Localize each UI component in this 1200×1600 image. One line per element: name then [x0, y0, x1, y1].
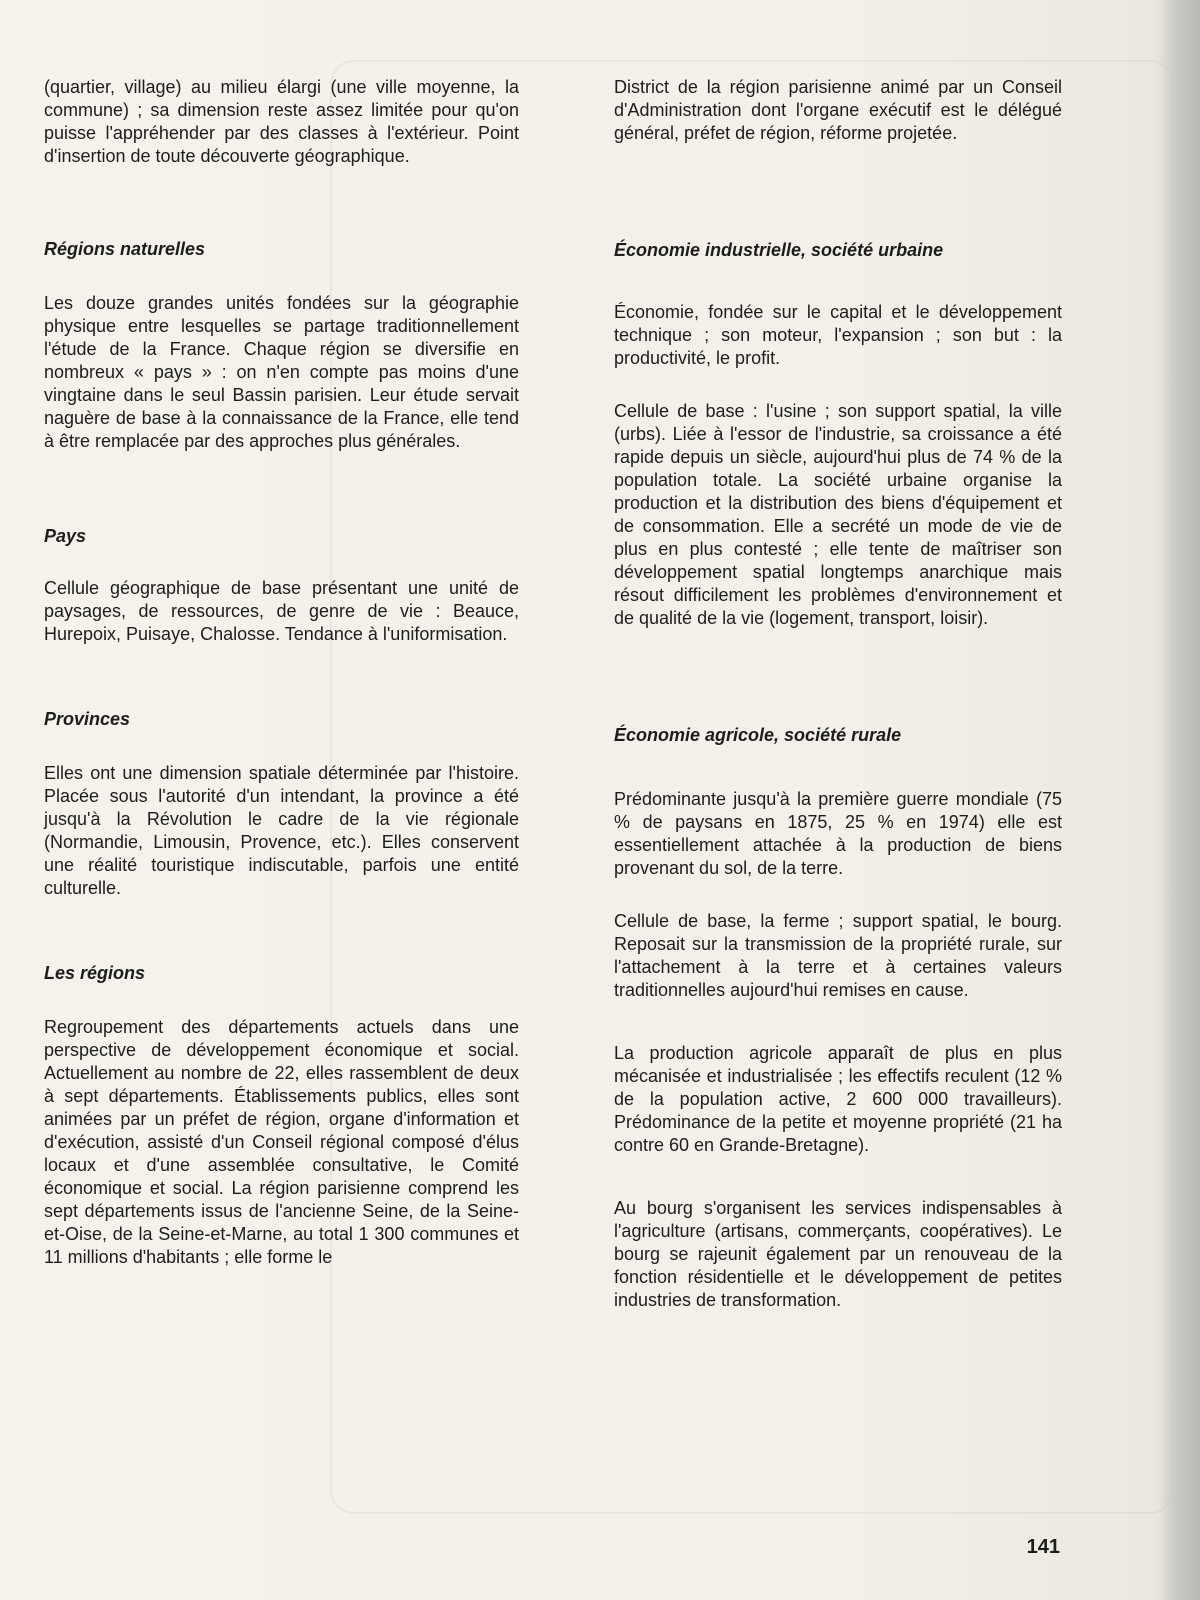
- heading-les-regions: Les régions: [44, 963, 146, 983]
- paragraph-agricole-2: Cellule de base, la ferme ; support spatial, le bourg. Reposait sur la transmission de la propriété rurale, sur l'attachement à la terre et à certaines valeurs traditionnelles aujourd'hui remises en cause.: [614, 911, 1062, 1000]
- paragraph-agricole-4: Au bourg s'organisent les services indispensables à l'agriculture (artisans, commerçants, coopératives). Le bourg se rajeunit également par un renouveau de la fonction résidentielle et le développement de petites industries de transformation.: [614, 1198, 1062, 1310]
- left-intro-paragraph: (quartier, village) au milieu élargi (une ville moyenne, la commune) ; sa dimension reste assez limitée pour qu'on puisse l'appréhender par des classes à l'extérieur. Point d'insertion de toute découverte géographique.: [44, 77, 519, 166]
- heading-regions-naturelles: Régions naturelles: [44, 239, 206, 259]
- right-intro-paragraph: District de la région parisienne animé par un Conseil d'Administration dont l'organe exécutif est le délégué général, préfet de région, réforme projetée.: [614, 77, 1062, 143]
- right-column: [614, 76, 1062, 1312]
- paragraph-provinces: Elles ont une dimension spatiale déterminée par l'histoire. Placée sous l'autorité d'un intendant, la province a été jusqu'à la Révolution le cadre de la vie régionale (Normandie, Limousin, Provence, etc.). Elles conservent une réalité touristique indiscutable, parfois une entité culturelle.: [44, 763, 519, 898]
- heading-pays: Pays: [44, 526, 87, 546]
- paragraph-industrielle-2: Cellule de base : l'usine ; son support spatial, la ville (urbs). Liée à l'essor de l'industrie, sa croissance a été rapide depuis un siècle, aujourd'hui plus de 74 % de la population totale. La société urbaine organise la production et la distribution des biens d'équipement et de consommation. Elle a secrété un mode de vie de plus en plus contesté ; elle tente de maîtriser son développement spatial longtemps anarchique mais résout difficilement les problèmes d'environnement et de qualité de la vie (logement, transport, loisir).: [614, 401, 1062, 628]
- left-column: [44, 76, 519, 1269]
- heading-provinces: Provinces: [44, 709, 131, 729]
- paragraph-agricole-3: La production agricole apparaît de plus en plus mécanisée et industrialisée ; les effectifs reculent (12 % de la population active, 2 600 000 travailleurs). Prédominance de la petite et moyenne propriété (21 ha contre 60 en Grande-Bretagne).: [614, 1043, 1062, 1155]
- paragraph-agricole-1: Prédominante jusqu'à la première guerre mondiale (75 % de paysans en 1875, 25 % en 1974) elle est essentiellement attachée à la production de biens provenant du sol, de la terre.: [614, 789, 1062, 878]
- heading-economie-industrielle: Économie industrielle, société urbaine: [614, 240, 944, 260]
- binding-edge: [1158, 0, 1200, 1600]
- page-number: 141: [1026, 1536, 1060, 1558]
- heading-economie-agricole: Économie agricole, société rurale: [614, 725, 902, 745]
- paragraph-les-regions: Regroupement des départements actuels dans une perspective de développement économique et social. Actuellement au nombre de 22, elles rassemblent de deux à sept départements. Établissements publics, elles sont animées par un préfet de région, organe d'information et d'exécution, assisté d'un Conseil régional composé d'élus locaux et d'une assemblée consultative, le Comité économique et social. La région parisienne comprend les sept départements issus de l'ancienne Seine, de la Seine-et-Oise, de la Seine-et-Marne, au total 1 300 communes et 11 millions d'habitants ; elle forme le: [44, 1017, 519, 1267]
- paragraph-industrielle-1: Économie, fondée sur le capital et le développement technique ; son moteur, l'expansion ; son but : la productivité, le profit.: [614, 302, 1062, 368]
- paragraph-pays: Cellule géographique de base présentant une unité de paysages, de ressources, de genre de vie : Beauce, Hurepoix, Puisaye, Chalosse. Tendance à l'uniformisation.: [44, 578, 519, 644]
- paragraph-regions-naturelles: Les douze grandes unités fondées sur la géographie physique entre lesquelles se partage traditionnellement l'étude de la France. Chaque région se diversifie en nombreux « pays » : on n'en compte pas moins d'une vingtaine dans le seul Bassin parisien. Leur étude servait naguère de base à la connaissance de la France, elle tend à être remplacée par des approches plus générales.: [44, 293, 519, 451]
